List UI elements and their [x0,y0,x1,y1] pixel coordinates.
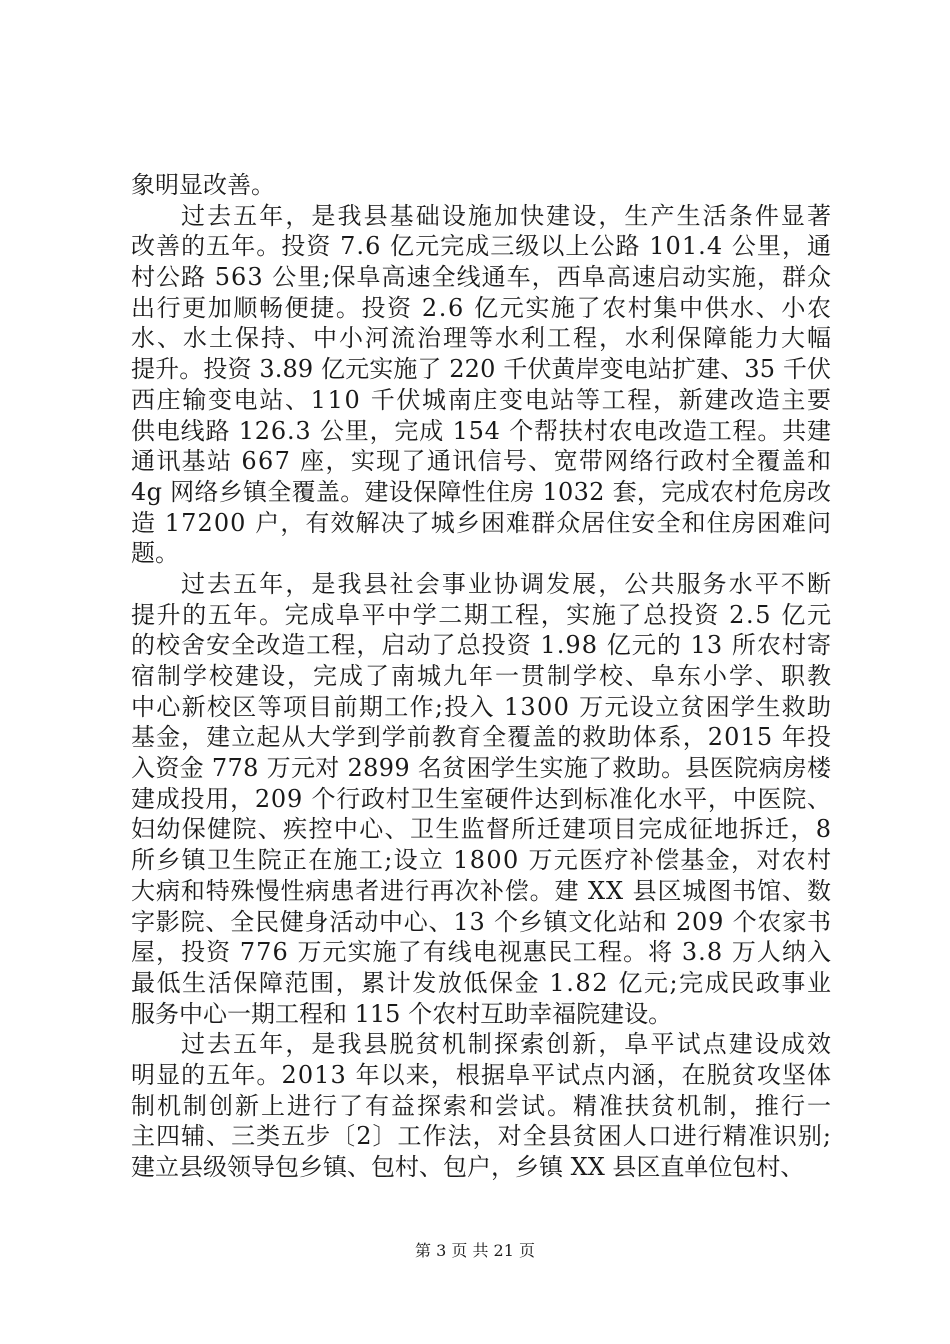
text-line: 的校舍安全改造工程，启动了总投资 1.98 亿元的 13 所农村寄 [131,631,833,660]
text-line: 出行更加顺畅便捷。投资 2.6 亿元实施了农村集中供水、小农 [131,293,833,322]
document-body [131,170,834,1183]
text-line: 屋，投资 776 万元实施了有线电视惠民工程。将 3.8 万人纳入 [131,938,833,967]
text-line: 宿制学校建设，完成了南城九年一贯制学校、阜东小学、职教 [131,662,833,690]
text-line: 过去五年，是我县基础设施加快建设，生产生活条件显著 [181,201,834,230]
text-line: 村公路 563 公里;保阜高速全线通车，西阜高速启动实施，群众 [131,263,833,292]
text-line: 主四辅、三类五步〔2〕工作法，对全县贫困人口进行精准识别; [131,1122,833,1151]
text-line: 4g 网络乡镇全覆盖。建设保障性住房 1032 套，完成农村危房改 [131,477,832,506]
text-line: 提升的五年。完成阜平中学二期工程，实施了总投资 2.5 亿元 [131,600,833,629]
text-line: 提升。投资 3.89 亿元实施了 220 千伏黄岸变电站扩建、35 千伏 [131,355,832,384]
text-line: 字影院、全民健身活动中心、13 个乡镇文化站和 209 个农家书 [131,907,832,936]
text-line: 象明显改善。 [131,171,275,199]
text-line: 过去五年，是我县社会事业协调发展，公共服务水平不断 [181,569,834,598]
text-line: 建成投用，209 个行政村卫生室硬件达到标准化水平，中医院、 [131,784,832,813]
text-line: 造 17200 户，有效解决了城乡困难群众居住安全和住房困难问 [131,508,833,537]
text-line: 过去五年，是我县脱贫机制探索创新，阜平试点建设成效 [181,1030,834,1059]
text-line: 题。 [131,539,179,568]
text-line: 通讯基站 667 座，实现了通讯信号、宽带网络行政村全覆盖和 [131,447,833,476]
text-line: 所乡镇卫生院正在施工;设立 1800 万元医疗补偿基金，对农村 [131,846,833,875]
text-line: 制机制创新上进行了有益探索和尝试。精准扶贫机制，推行一 [131,1091,833,1120]
text-line: 改善的五年。投资 7.6 亿元完成三级以上公路 101.4 公里，通 [131,232,833,261]
text-line: 供电线路 126.3 公里，完成 154 个帮扶村农电改造工程。共建 [131,416,832,445]
text-line: 最低生活保障范围，累计发放低保金 1.82 亿元;完成民政事业 [131,968,833,997]
text-line: 大病和特殊慢性病患者进行再次补偿。建 XX 县区城图书馆、数 [131,876,832,905]
text-line: 基金，建立起从大学到学前教育全覆盖的救助体系，2015 年投 [131,723,833,752]
text-line: 西庄输变电站、110 千伏城南庄变电站等工程，新建改造主要 [131,385,833,414]
text-line: 水、水土保持、中小河流治理等水利工程，水利保障能力大幅 [131,324,833,353]
text-line: 服务中心一期工程和 115 个农村互助幸福院建设。 [131,999,673,1028]
text-line: 妇幼保健院、疾控中心、卫生监督所迁建项目完成征地拆迁，8 [131,815,833,844]
text-line: 入资金 778 万元对 2899 名贫困学生实施了救助。县医院病房楼 [131,754,832,783]
text-line: 中心新校区等项目前期工作;投入 1300 万元设立贫困学生救助 [131,692,833,721]
page-footer: 第 3 页 共 21 页 [415,1241,535,1260]
text-line: 建立县级领导包乡镇、包村、包户，乡镇 XX 县区直单位包村、 [131,1153,805,1181]
text-line: 明显的五年。2013 年以来，根据阜平试点内涵，在脱贫攻坚体 [131,1060,833,1089]
